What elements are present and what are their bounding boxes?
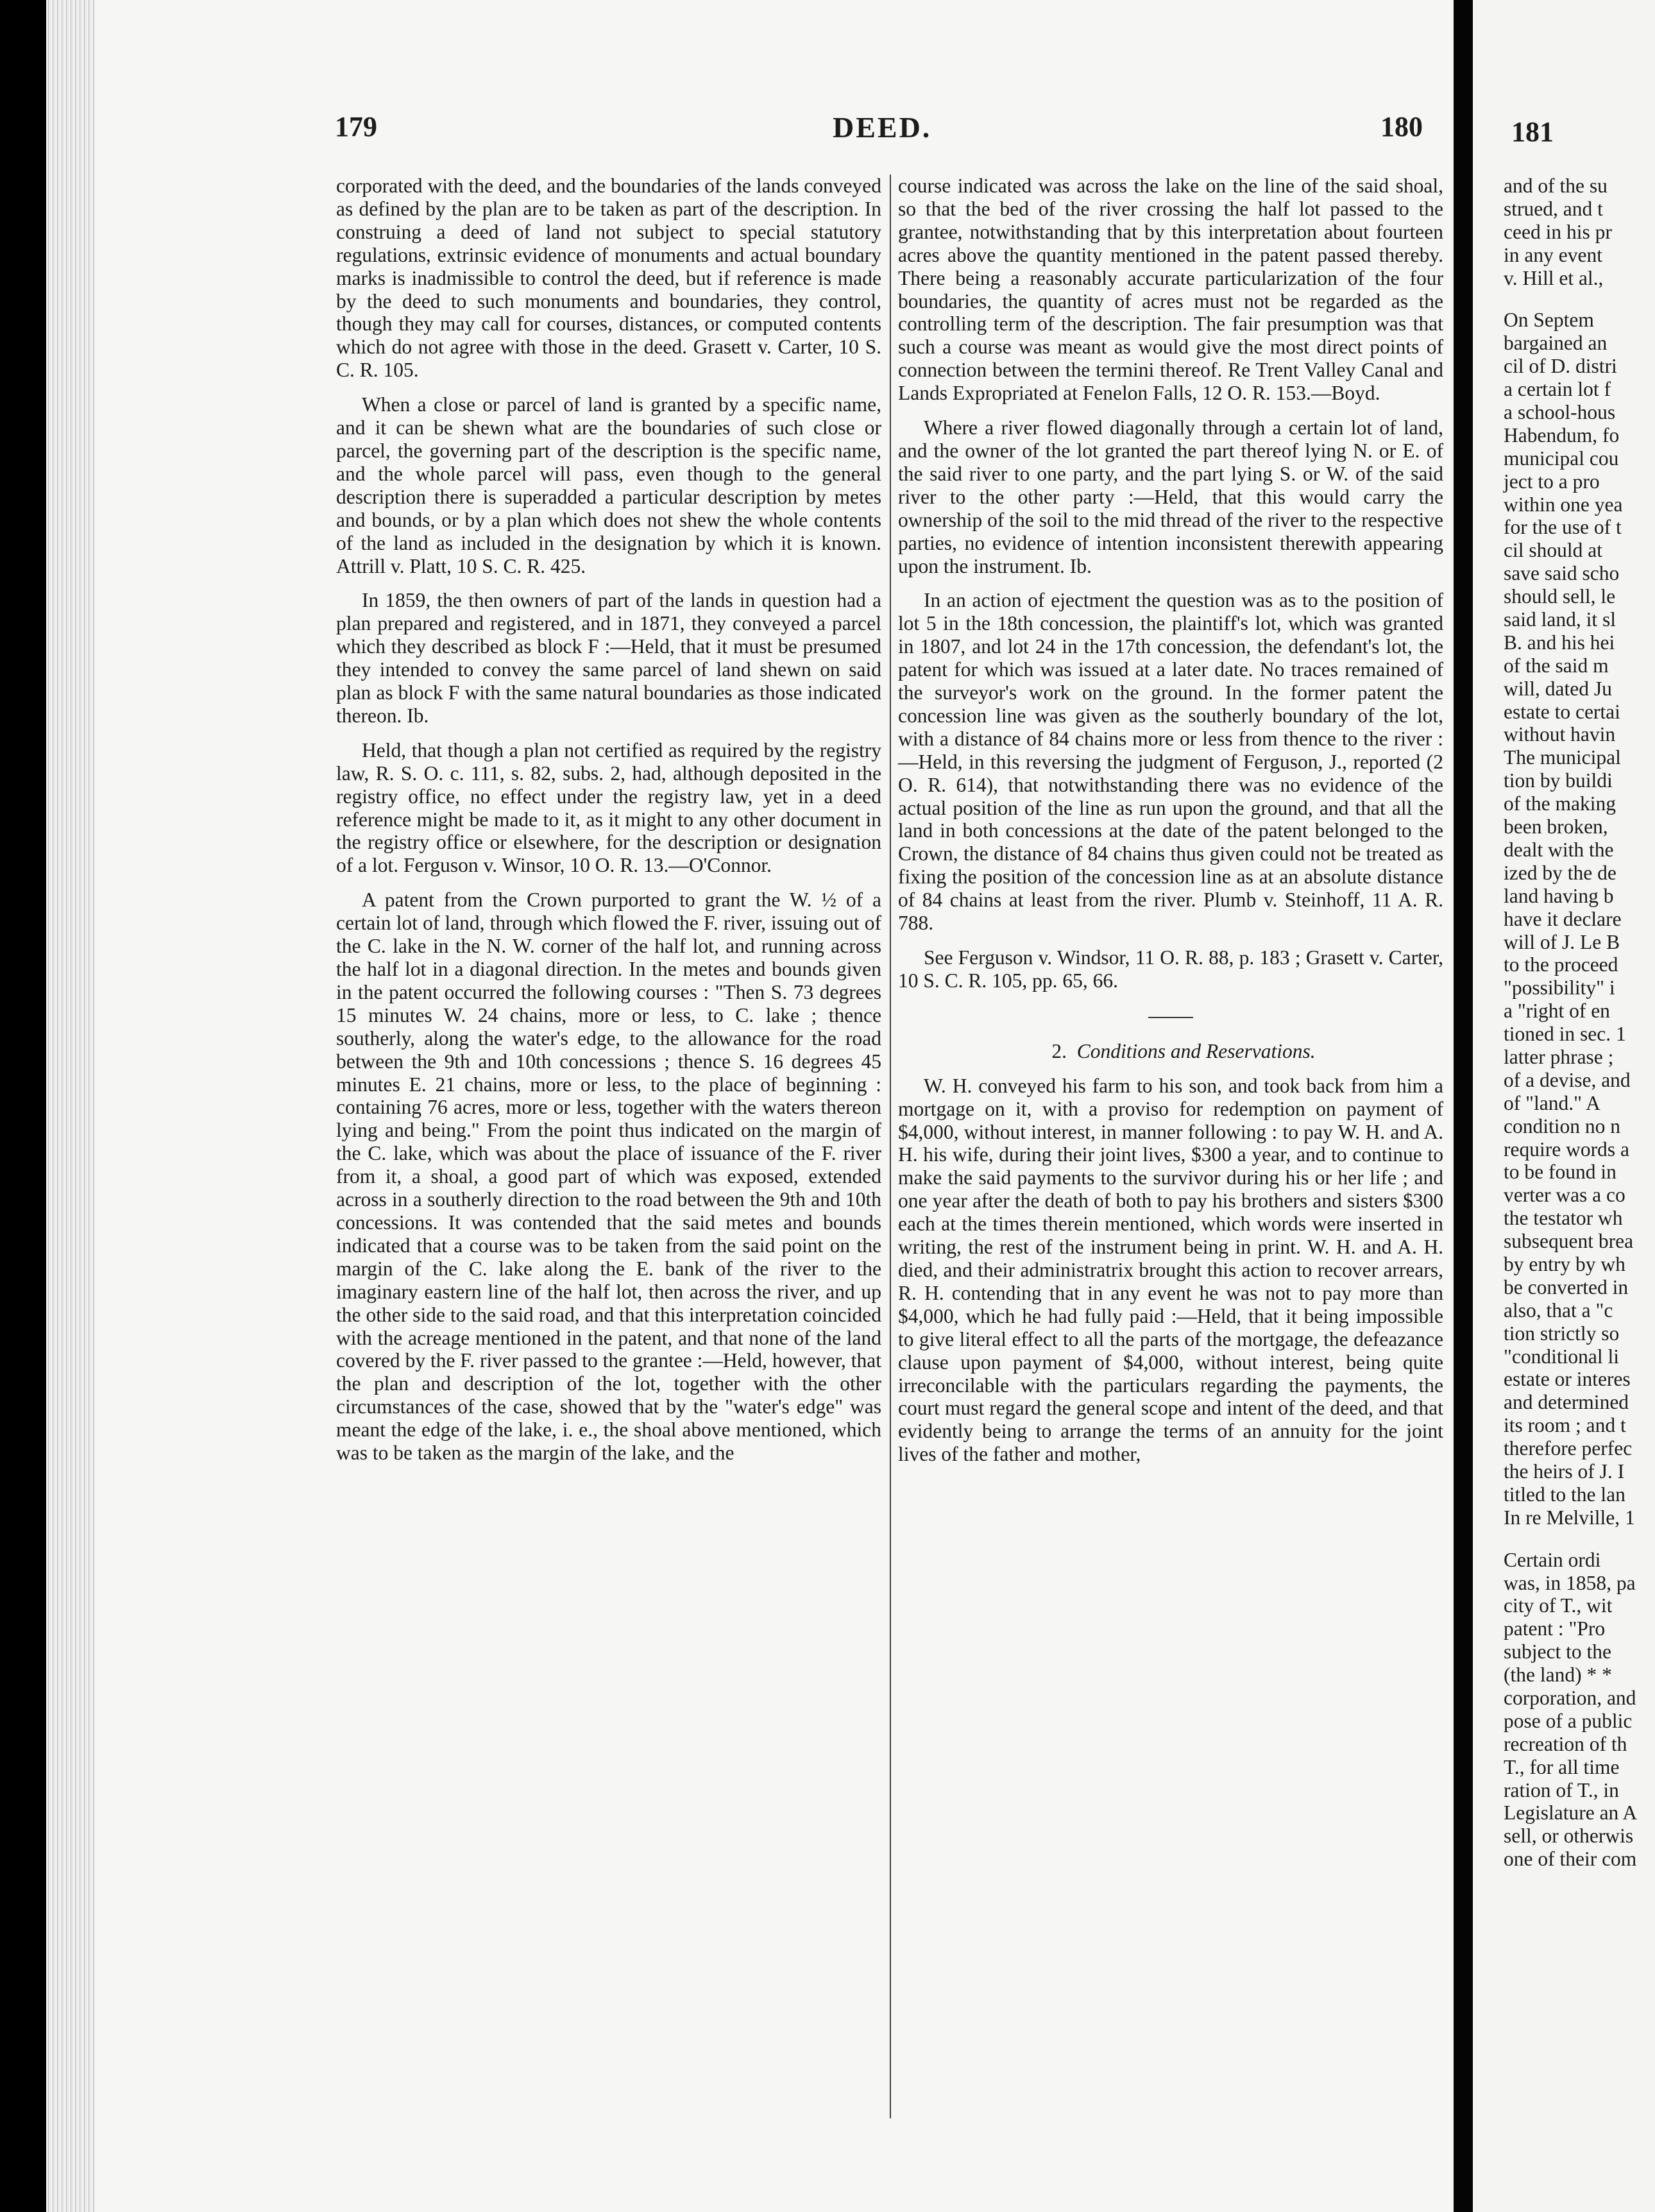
- text-line: ized by the de: [1504, 861, 1617, 884]
- text-line: "conditional li: [1504, 1345, 1619, 1368]
- text-line: to the proceed: [1504, 953, 1618, 976]
- text-line: pose of a public: [1504, 1709, 1633, 1732]
- text-line: of "land." A: [1504, 1091, 1600, 1114]
- text-line: "possibility" i: [1504, 976, 1615, 1000]
- text-line: a certain lot f: [1504, 378, 1611, 401]
- paragraph: In 1859, the then owners of part of the lands in question had a plan prepared and registered, and in 1871, they conveyed a parcel which they described as block F :—Held, that it must be presumed they intended to convey the same parcel of land shewn on said plan as block F with the same natural boundaries as those indicated thereon. Ib.: [336, 589, 881, 727]
- page-number-left: 179: [335, 111, 377, 142]
- text-line: one of their com: [1504, 1848, 1637, 1871]
- text-line: of the said m: [1504, 654, 1609, 677]
- text-line: was, in 1858, pa: [1504, 1571, 1636, 1594]
- text-line: land having b: [1504, 884, 1614, 907]
- text-line: strued, and t: [1504, 197, 1603, 220]
- text-line: should sell, le: [1504, 585, 1616, 608]
- text-line: cil should at: [1504, 539, 1602, 562]
- text-line: a school-hous: [1504, 401, 1616, 424]
- paragraph: See Ferguson v. Windsor, 11 O. R. 88, p. 183 ; Grasett v. Carter, 10 S. C. R. 105, pp. 65, 66.: [898, 946, 1443, 992]
- text-line: verter was a co: [1504, 1184, 1625, 1207]
- text-line: v. Hill et al.,: [1504, 266, 1604, 289]
- paragraph: When a close or parcel of land is granted by a specific name, and it can be shewn what are the boundaries of such close or parcel, the governing part of the description is the specific name, and the whole parcel will pass, even though to the general description there is superadded a particular description by metes and bounds, or by a plan which does not shew the whole contents of the land as included in the designation by which it is known. Attrill v. Platt, 10 S. C. R. 425.: [336, 393, 881, 577]
- paragraph: A patent from the Crown purported to grant the W. ½ of a certain lot of land, through which flowed the F. river, issuing out of the C. lake in the N. W. corner of the half lot, and running across the half lot in a diagonal direction. In the metes and bounds given in the patent occurred the following courses : "Then S. 73 degrees 15 minutes W. 24 chains, more or less, to C. lake ; thence southerly, along the water's edge, to the allowance for the road between the 9th and 10th concessions ; thence S. 16 degrees 45 minutes E. 21 chains, more or less, to the place of beginning : containing 76 acres, more or less, together with the waters thereon lying and being." From the point thus indicated on the margin of the C. lake, which was about the place of issuance of the F. river from it, a shoal, a good part of which was exposed, extended across in a southerly direction to the road between the 9th and 10th concessions. It was contended that the said metes and bounds indicated that a course was to be taken from the said point on the margin of the C. lake along the E. bank of the river to the imaginary eastern line of the half lot, then across the river, and up the other side to the said road, and that this interpretation coincided with the acreage mentioned in the patent, and that none of the land covered by the F. river passed to the grantee :—Held, however, that the plan and description of the lot, together with the other circumstances of the case, showed that by the "water's edge" was meant the edge of the lake, i. e., the shoal above mentioned, which was to be taken as the margin of the lake, and the: [336, 889, 881, 1465]
- text-line: and of the su: [1504, 174, 1608, 197]
- text-line: ceed in his pr: [1504, 220, 1612, 243]
- text-line: Certain ordi: [1504, 1548, 1601, 1571]
- text-line: been broken,: [1504, 815, 1608, 838]
- column-180: [898, 174, 1443, 1477]
- text-line: will, dated Ju: [1504, 677, 1612, 700]
- text-line: ject to a pro: [1504, 470, 1600, 493]
- text-line: ration of T., in: [1504, 1778, 1619, 1801]
- book-gutter: [1454, 0, 1473, 2212]
- text-line: bargained an: [1504, 332, 1608, 355]
- text-line: have it declare: [1504, 907, 1622, 930]
- text-line: estate or interes: [1504, 1368, 1631, 1391]
- text-line: of a devise, and: [1504, 1068, 1631, 1091]
- text-line: patent : "Pro: [1504, 1617, 1606, 1640]
- text-line: tion by buildi: [1504, 769, 1613, 792]
- text-line: B. and his hei: [1504, 631, 1615, 654]
- text-line: save said scho: [1504, 562, 1620, 585]
- text-line: Legislature an A: [1504, 1801, 1638, 1825]
- column-181: [1504, 174, 1655, 1871]
- column-divider: [890, 174, 891, 2118]
- text-line: and determined: [1504, 1391, 1629, 1414]
- right-page-partial: [1473, 0, 1655, 2212]
- text-line: tioned in sec. 1: [1504, 1023, 1626, 1046]
- section-heading: [898, 1040, 1443, 1063]
- text-line: for the use of t: [1504, 516, 1622, 539]
- text-line: latter phrase ;: [1504, 1045, 1614, 1068]
- text-line: In re Melville, 1: [1504, 1506, 1635, 1529]
- running-title: DEED.: [833, 111, 932, 144]
- text-line: to be found in: [1504, 1161, 1617, 1184]
- text-line: sell, or otherwis: [1504, 1825, 1634, 1848]
- text-line: cil of D. distri: [1504, 355, 1617, 378]
- text-line: estate to certai: [1504, 700, 1620, 723]
- text-line: the heirs of J. I: [1504, 1459, 1625, 1483]
- left-page: [95, 0, 1454, 2212]
- section-number: 2.: [1051, 1039, 1067, 1062]
- text-line: T., for all time: [1504, 1755, 1620, 1778]
- book-page-edge: [46, 0, 98, 2212]
- text-line: city of T., wit: [1504, 1594, 1613, 1617]
- text-line: said land, it sl: [1504, 608, 1616, 631]
- text-line: municipal cou: [1504, 447, 1619, 470]
- paragraph: In an action of ejectment the question was as to the position of lot 5 in the 18th concession, the plaintiff's lot, which was granted in 1807, and lot 24 in the 17th concession, the defendant's lot, the patent for which was issued at a later date. No traces remained of the surveyor's work on the ground. In the former patent the concession line was given as the southerly boundary of the lot, with a distance of 84 chains more or less from thence to the river :—Held, in this reversing the judgment of Ferguson, J., reported (2 O. R. 614), that notwithstanding there was no evidence of the actual position of the line as run upon the ground, and that all the land in both concessions at the date of the patent belonged to the Crown, the distance of 84 chains thus given could not be treated as fixing the position of the concession line as at an absolute distance of 84 chains at least from the river. Plumb v. Steinhoff, 11 A. R. 788.: [898, 589, 1443, 935]
- text-line: condition no n: [1504, 1114, 1620, 1137]
- paragraph: course indicated was across the lake on the line of the said shoal, so that the bed of the river crossing the half lot passed to the grantee, notwithstanding that by this interpretation about fourteen acres above the quantity mentioned in the patent passed thereby. There being a reasonably accurate particularization of the four boundaries, the quantity of acres must not be regarded as the controlling term of the description. The fair presumption was that such a course was meant as would give the most direct points of connection between the termini thereof. Re Trent Valley Canal and Lands Expropriated at Fenelon Falls, 12 O. R. 153.—Boyd.: [898, 174, 1443, 405]
- text-line: On Septem: [1504, 309, 1594, 332]
- text-line: within one yea: [1504, 493, 1623, 516]
- page-number-right: 180: [1380, 111, 1423, 142]
- text-line: will of J. Le B: [1504, 930, 1620, 953]
- section-divider: [1148, 1017, 1193, 1018]
- text-line: the testator wh: [1504, 1207, 1623, 1230]
- text-line: titled to the lan: [1504, 1483, 1625, 1506]
- paragraph: corporated with the deed, and the boundaries of the lands conveyed as defined by the plan are to be taken as part of the description. In construing a deed of land not subject to special statutory regulations, extrinsic evidence of monuments and actual boundary marks is inadmissible to control the deed, but if reference is made by the deed to such monuments and boundaries, they control, though they may call for courses, distances, or computed contents which do not agree with those in the deed. Grasett v. Carter, 10 S. C. R. 105.: [336, 174, 881, 382]
- text-line: recreation of th: [1504, 1732, 1627, 1755]
- text-line: The municipal: [1504, 746, 1621, 769]
- text-line: require words a: [1504, 1137, 1629, 1161]
- text-line: by entry by wh: [1504, 1252, 1625, 1275]
- text-line: without havin: [1504, 723, 1616, 746]
- text-line: tion strictly so: [1504, 1322, 1620, 1345]
- text-line: also, that a "c: [1504, 1298, 1613, 1322]
- text-line: subsequent brea: [1504, 1230, 1634, 1253]
- section-title: Conditions and Reservations.: [1076, 1039, 1316, 1062]
- text-line: its room ; and t: [1504, 1414, 1626, 1437]
- text-line: subject to the: [1504, 1640, 1611, 1663]
- text-line: therefore perfec: [1504, 1437, 1633, 1460]
- text-line: of the making: [1504, 792, 1616, 815]
- text-line: Habendum, fo: [1504, 423, 1620, 447]
- paragraph: Held, that though a plan not certified as required by the registry law, R. S. O. c. 111, s. 82, subs. 2, had, although deposited in the registry office, no effect under the registry law, yet in a deed reference might be made to it, as it might to any other document in the registry office or elsewhere, for the description or designation of a lot. Ferguson v. Winsor, 10 O. R. 13.—O'Connor.: [336, 738, 881, 877]
- paragraph: W. H. conveyed his farm to his son, and took back from him a mortgage on it, with a proviso for redemption on payment of $4,000, without interest, in manner following : to pay W. H. and A. H. his wife, during their joint lives, $300 a year, and to continue to make the said payments to the survivor during his or her life ; and one year after the death of both to pay his brothers and sisters $300 each at the times therein mentioned, which words were inserted in writing, the rest of the instrument being in print. W. H. and A. H. died, and their administratrix brought this action to recover arrears, R. H. contending that in any event he was not to pay more than $4,000, which he had fully paid :—Held, that it being impossible to give literal effect to all the parts of the mortgage, the defeazance clause upon payment of $4,000, without interest, being quite irreconcilable with the particulars regarding the payments, the court must regard the general scope and intent of the deed, and that evidently being to arrange the terms of an annuity for the joint lives of the father and mother,: [898, 1074, 1443, 1466]
- text-line: in any event: [1504, 243, 1602, 266]
- paragraph-gap: [1504, 1529, 1655, 1549]
- text-line: (the land) * *: [1504, 1663, 1612, 1687]
- column-179: [336, 174, 881, 1476]
- text-line: dealt with the: [1504, 838, 1614, 861]
- page-number-181: 181: [1511, 116, 1554, 148]
- text-line: be converted in: [1504, 1275, 1629, 1298]
- running-head: [95, 110, 1454, 155]
- paragraph-gap: [1504, 289, 1655, 309]
- text-line: corporation, and: [1504, 1687, 1636, 1709]
- text-line: a "right of en: [1504, 1000, 1610, 1023]
- paragraph: Where a river flowed diagonally through a certain lot of land, and the owner of the lot granted the part thereof lying N. or E. of the said river to one party, and the part lying S. or W. of the said river to the other party :—Held, that this would carry the ownership of the soil to the mid thread of the river to the respective parties, no evidence of intention inconsistent therewith appearing upon the instrument. Ib.: [898, 416, 1443, 577]
